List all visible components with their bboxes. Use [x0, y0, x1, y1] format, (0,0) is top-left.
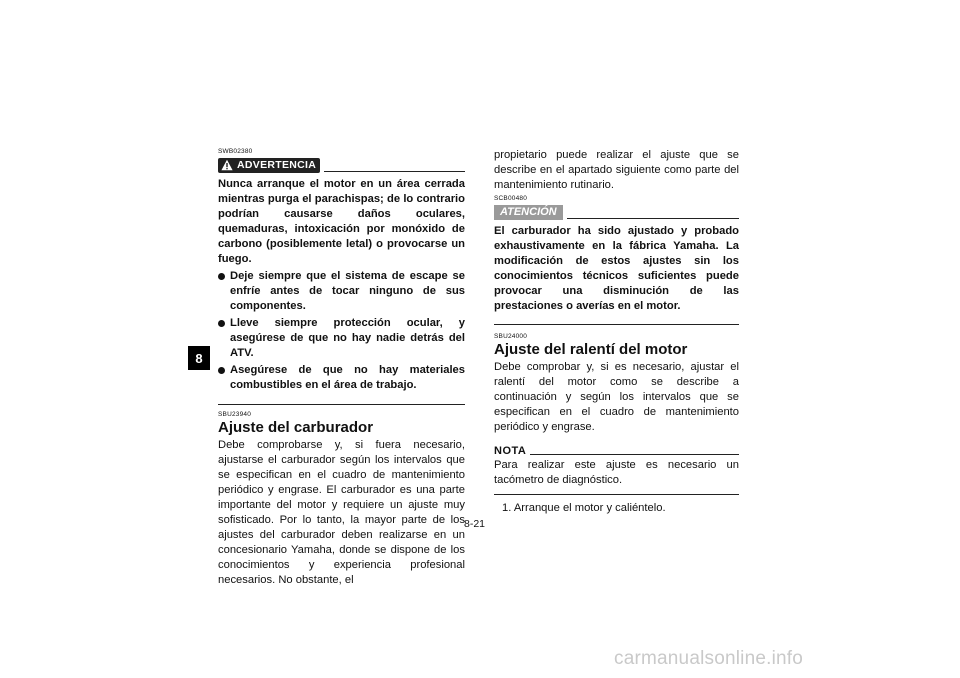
- section-title-carburetor: Ajuste del carburador: [218, 419, 374, 436]
- attention-end-rule: [494, 324, 739, 325]
- warning-end-rule: [218, 404, 465, 405]
- warning-bullet: [218, 269, 465, 314]
- continuation-text: propietario puede realizar el ajuste que se describe en el apartado siguiente como parte del mantenimiento rutinario.: [494, 149, 739, 191]
- note-label: NOTA: [494, 445, 527, 457]
- attention-header-rule: [567, 218, 739, 219]
- bullet-dot-icon: [218, 367, 225, 374]
- warning-text: Nunca arranque el motor en un área cerrada mientras purga el parachispas; de lo contrario podrían causarse daños oculares, quemaduras, intoxicación por monóxido de carbono (posiblemente letal) o provocarse un fuego.: [218, 178, 465, 265]
- note-header-rule: [530, 454, 739, 455]
- watermark: carmanualsonline.info: [614, 648, 804, 669]
- chapter-tab: [188, 346, 210, 370]
- left-column: [218, 148, 465, 588]
- warning-code: SWB02380: [218, 148, 253, 155]
- bullet-dot-icon: [218, 320, 225, 327]
- note-header: [494, 443, 739, 457]
- warning-badge: [218, 158, 320, 173]
- warning-bullet-text: Deje siempre que el sistema de escape se enfríe antes de tocar ninguno de sus componentes.: [230, 270, 465, 312]
- chapter-tab-label: 8: [195, 350, 203, 366]
- attention-header: [494, 204, 739, 220]
- section-body-carburetor: Debe comprobarse y, si fuera necesario, ajustarse el carburador según los intervalos que se especifican en el cuadro de mantenimiento periódico y engrase. El carburador es una parte importante del motor y requiere un ajuste muy sofisticado. Por lo tanto, la mayor parte de los ajustes del carburador deben realizarse en un concesionario Yamaha, donde se dispone de los conocimientos y experiencia profesional necesarios. No obstante, el: [218, 439, 465, 586]
- attention-badge: [494, 205, 563, 220]
- section-code: SBU24000: [494, 333, 528, 340]
- note-end-rule: [494, 494, 739, 495]
- note-text: Para realizar este ajuste es necesario un tacómetro de diagnóstico.: [494, 459, 739, 486]
- step-item: 1. Arranque el motor y caliéntelo.: [502, 502, 666, 514]
- page-number: 8-21: [464, 518, 486, 530]
- warning-header-rule: [324, 171, 465, 172]
- section-title-idle: Ajuste del ralentí del motor: [494, 341, 688, 358]
- warning-bullet-text: Asegúrese de que no hay materiales combustibles en el área de trabajo.: [230, 364, 465, 391]
- warning-bullet: [218, 316, 465, 361]
- attention-label: ATENCIÓN: [500, 206, 557, 218]
- warning-bullet-text: Lleve siempre protección ocular, y asegúrese de que no hay nadie detrás del ATV.: [230, 317, 465, 359]
- attention-text: El carburador ha sido ajustado y probado exhaustivamente en la fábrica Yamaha. La modificación de estos ajustes sin los conocimientos técnicos suficientes puede provocar una disminución de las prestaciones o averías en el motor.: [494, 225, 739, 312]
- bullet-dot-icon: [218, 273, 225, 280]
- warning-bullets: [218, 269, 465, 393]
- section-body-idle: Debe comprobar y, si es necesario, ajustar el ralentí del motor como se describe a continuación y según los intervalos que se especifican en el cuadro de mantenimiento periódico y engrase.: [494, 361, 739, 433]
- section-code: SBU23940: [218, 411, 252, 418]
- warning-header: [218, 157, 465, 173]
- warning-triangle-icon: [221, 159, 233, 171]
- right-column: [494, 148, 739, 516]
- attention-code: SCB00480: [494, 195, 528, 202]
- warning-bullet: [218, 363, 465, 393]
- warning-label: ADVERTENCIA: [237, 159, 317, 171]
